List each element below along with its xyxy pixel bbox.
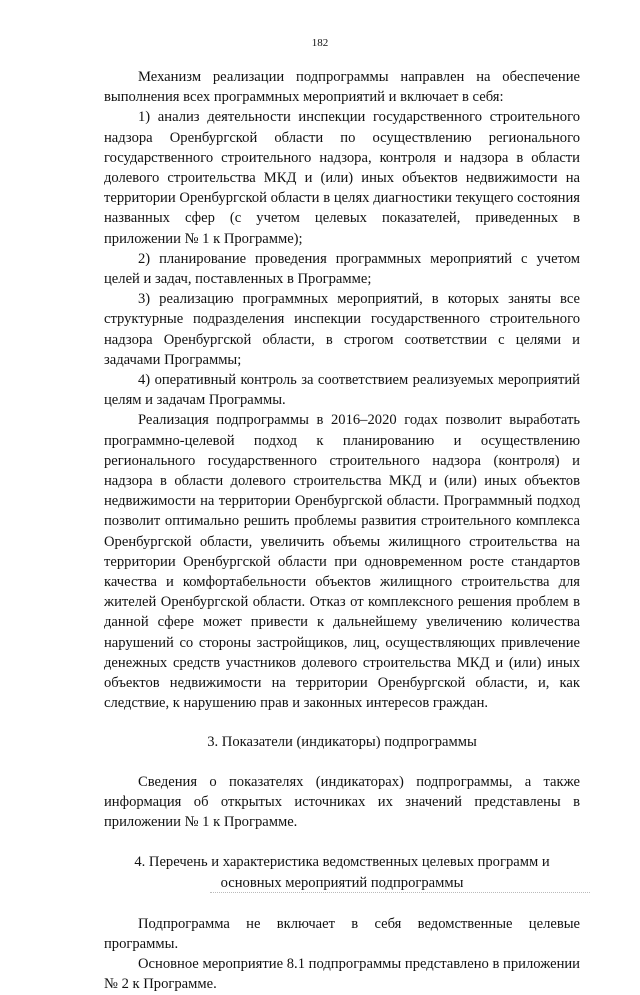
list-item-4: 4) оперативный контроль за соответствием реализуемых мероприятий целям и задачам Программы. <box>104 372 580 409</box>
list-item-3: 3) реализацию программных мероприятий, в которых заняты все структурные подразделения инспекции государственного строительного надзора Оренбургской области, в строгом соответствии с целями и задачами Программы; <box>104 291 580 368</box>
section-4-paragraph-2: Основное мероприятие 8.1 подпрограммы представлено в приложении № 2 к Программе. <box>104 956 580 993</box>
section-4-heading-line-1: 4. Перечень и характеристика ведомственных целевых программ и <box>134 854 550 871</box>
document-body <box>104 67 580 995</box>
section-4-paragraph-1: Подпрограмма не включает в себя ведомственные целевые программы. <box>104 915 580 952</box>
section-4-heading-line-2: основных мероприятий подпрограммы <box>220 874 464 891</box>
page-number: 182 <box>311 37 329 49</box>
section-3-heading: 3. Показатели (индикаторы) подпрограммы <box>207 733 477 750</box>
realization-paragraph: Реализация подпрограммы в 2016–2020 годах позволит выработать программно-целевой подход к планированию и осуществлению регионального государственного строительного надзора (контроля) и надзора в области долевого строительства МКД и (или) иных объектов недвижимости на территории Оренбургской области. Программный подход позволит оптимально решить проблемы развития строительного комплекса Оренбургской области, увеличить объемы жилищного строительства на территории Оренбургской области при одновременном росте стандартов качества и комфортабельности объектов жилищного строительства для жителей Оренбургской области. Отказ от комплексного решения проблем в данной сфере может привести к дальнейшему увеличению количества нарушений со стороны застройщиков, лиц, осуществляющих привлечение денежных средств участников долевого строительства МКД и (или) иных объектов недвижимости на территории Оренбургской области, и, как следствие, к нарушению прав и законных интересов граждан. <box>104 412 580 712</box>
list-item-1: 1) анализ деятельности инспекции государственного строительного надзора Оренбургской области по осуществлению регионального государственного строительного надзора, контроля и надзора в области долевого строительства МКД и (или) иных объектов недвижимости на территории Оренбургской области в целях диагностики текущего состояния названных сфер (с учетом целевых показателей, приведенных в приложении № 1 к Программе); <box>104 109 580 247</box>
scan-artifact-line <box>210 892 590 893</box>
list-item-2: 2) планирование проведения программных мероприятий с учетом целей и задач, поставленных в Программе; <box>104 250 580 288</box>
section-4-heading <box>104 852 580 892</box>
intro-paragraph: Механизм реализации подпрограммы направлен на обеспечение выполнения всех программных мероприятий и включает в себя: <box>104 69 580 106</box>
section-3-paragraph: Сведения о показателях (индикаторах) подпрограммы, а также информация об открытых источниках их значений представлены в приложении № 1 к Программе. <box>104 773 580 831</box>
